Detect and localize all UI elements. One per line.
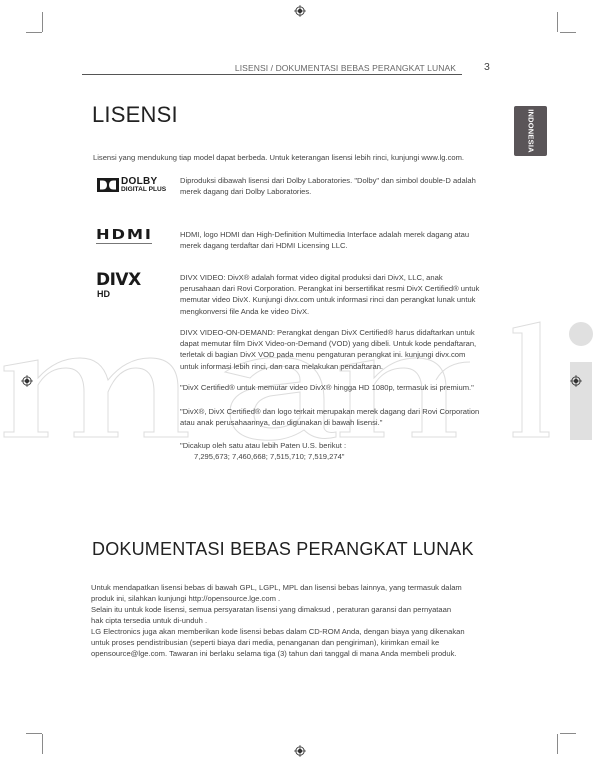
crop-mark-bottom-left-h xyxy=(26,733,42,734)
language-tab-label: INDONESIA xyxy=(526,109,535,153)
registration-mark-icon xyxy=(294,5,306,17)
crop-mark-top-right-h xyxy=(560,32,576,33)
registration-mark-icon xyxy=(21,375,33,387)
divx-trademark-text: "DivX®, DivX Certified® dan logo terkait merupakan merek dagang dari Rovi Corporation atau anak perusahaannya, dan digunakan di bawah lisensi." xyxy=(180,407,480,428)
divx-certified-text: "DivX Certified® untuk memutar video DivX® hingga HD 1080p, termasuk isi premium." xyxy=(180,383,474,392)
divx-vod-text: DIVX VIDEO-ON-DEMAND: Perangkat dengan DivX Certified® harus didaftarkan untuk dapat memutar film DivX Video-on-Demand (VOD) yang dibeli. Untuk kode pendaftaran, terletak di bagian DivX VOD pada menu pengaturan perangkat ini. kunjungi divx.com untuk informasi lebih rinci, dan cara melakukan pendaftaran. xyxy=(180,328,477,371)
divx-wordmark: DIVX xyxy=(96,270,141,290)
crop-mark-top-left-h xyxy=(26,32,42,33)
oss-line: untuk proses pendistribusian (seperti biaya dari media, penanganan dan pengiriman), kirimkan email ke xyxy=(91,638,440,647)
oss-line: LG Electronics juga akan memberikan kode lisensi bebas dalam CD-ROM Anda, dengan biaya yang dikenakan xyxy=(91,627,465,636)
divx-patent-numbers: 7,295,673; 7,460,668; 7,515,710; 7,519,274" xyxy=(194,452,345,461)
hdmi-wordmark: HDMI xyxy=(96,228,153,243)
page-number: 3 xyxy=(484,61,490,73)
oss-line: Selain itu untuk kode lisensi, semua persyaratan lisensi yang dimaksud , peraturan garansi dan pernyataan xyxy=(91,605,452,614)
crop-mark-top-left-v xyxy=(42,12,43,32)
registration-mark-icon xyxy=(570,375,582,387)
crop-mark-bottom-right-h xyxy=(560,733,576,734)
hdmi-logo xyxy=(96,230,152,244)
crop-mark-top-right-v xyxy=(557,12,558,32)
oss-line: opensource@lge.com. Tawaran ini berlaku selama tiga (3) tahun dari tanggal di mana Anda membeli produk. xyxy=(91,649,457,658)
section-title-lisensi: LISENSI xyxy=(92,102,178,127)
crop-mark-bottom-left-v xyxy=(42,734,43,754)
dolby-license-text: Diproduksi dibawah lisensi dari Dolby Laboratories. "Dolby" dan simbol double-D adalah merek dagang dari Dolby Laboratories. xyxy=(180,176,476,197)
dolby-digital-plus-logo xyxy=(97,176,177,194)
dolby-wordmark: DOLBY xyxy=(121,176,158,187)
oss-line: Untuk mendapatkan lisensi bebas di bawah GPL, LGPL, MPL dan lisensi bebas lainnya, yang termasuk dalam xyxy=(91,583,462,592)
divx-video-text: DIVX VIDEO: DivX® adalah format video digital produksi dari DivX, LLC, anak perusahaan dari Rovi Corporation. Perangkat ini bersertifikat resmi DivX Certified® untuk memutar video DivX. Kunjungi divx.com untuk informasi rinci dan perangkat lunak untuk mengkonversi file Anda ke video DivX. xyxy=(180,273,480,316)
manuali-watermark xyxy=(0,300,600,460)
oss-line: produk ini, silahkan kunjungi http://opensource.lge.com . xyxy=(91,594,281,603)
section-title-oss: DOKUMENTASI BEBAS PERANGKAT LUNAK xyxy=(92,539,474,559)
divx-hd-logo xyxy=(96,272,156,302)
language-tab xyxy=(514,106,547,156)
divx-hd-label: HD xyxy=(97,289,110,299)
running-header: LISENSI / DOKUMENTASI BEBAS PERANGKAT LUNAK xyxy=(234,63,456,73)
licenses-intro: Lisensi yang mendukung tiap model dapat berbeda. Untuk keterangan lisensi lebih rinci, kunjungi www.lg.com. xyxy=(93,153,465,162)
registration-mark-icon xyxy=(294,745,306,757)
dolby-sub-wordmark: DIGITAL PLUS xyxy=(121,186,167,193)
divx-patent-text: "Dicakup oleh satu atau lebih Paten U.S. berikut : xyxy=(180,441,347,450)
hdmi-license-text: HDMI, logo HDMI dan High-Definition Multimedia Interface adalah merek dagang atau merek dagang terdaftar dari HDMI Licensing LLC. xyxy=(180,230,470,251)
dolby-double-d-icon xyxy=(97,178,119,192)
header-rule xyxy=(82,74,462,75)
crop-mark-bottom-right-v xyxy=(557,734,558,754)
oss-line: hak cipta tersedia untuk di-unduh . xyxy=(91,616,208,625)
hdmi-tagline xyxy=(96,243,152,244)
